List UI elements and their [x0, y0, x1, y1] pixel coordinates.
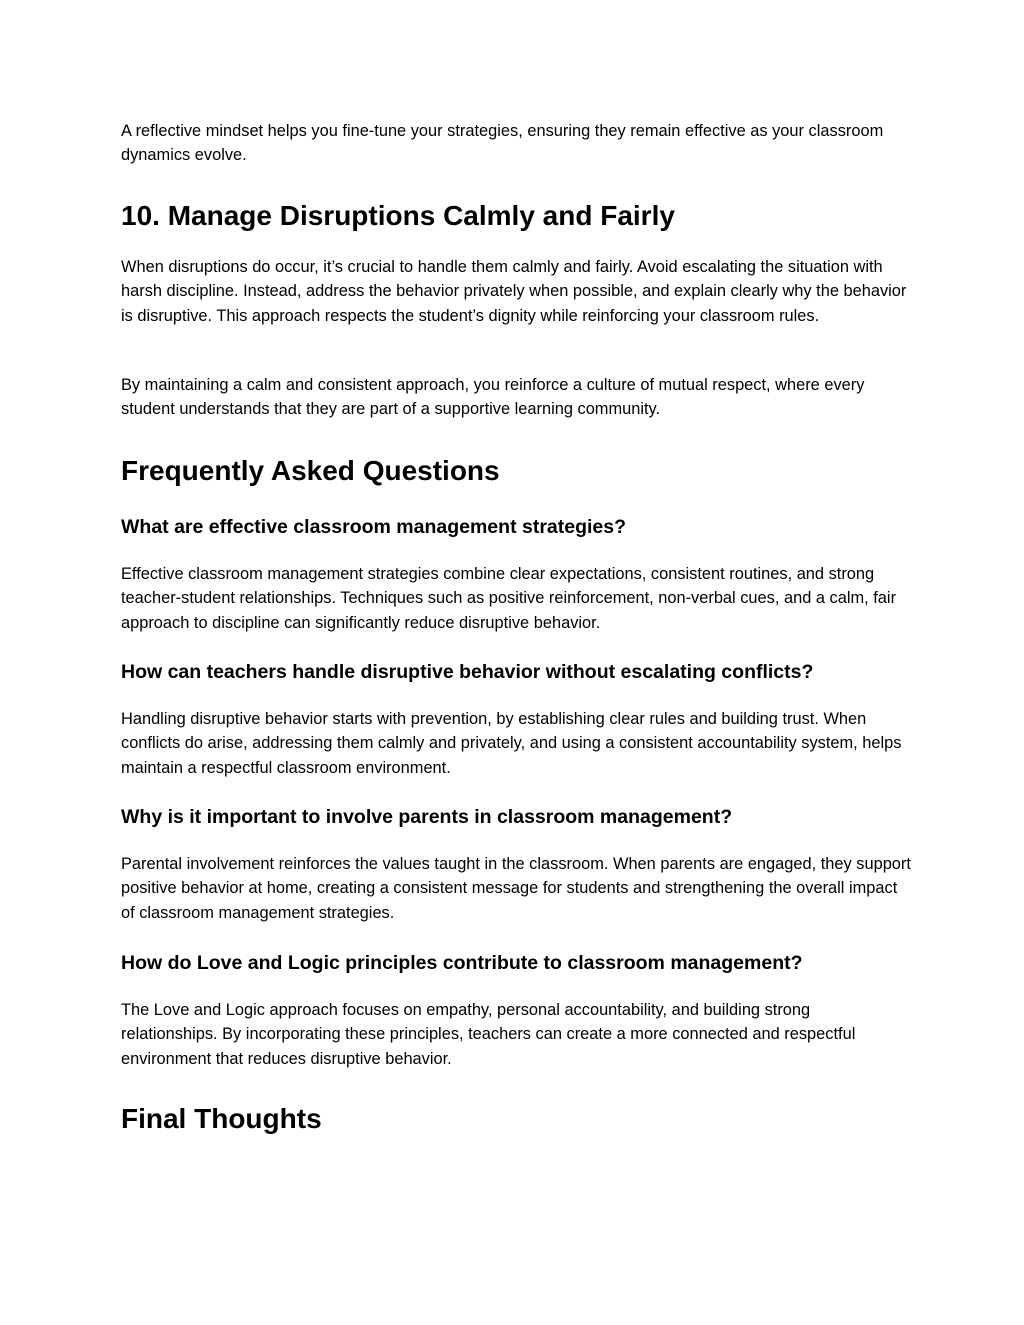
faq-answer-4: The Love and Logic approach focuses on empathy, personal accountability, and building strong relationships. By incorporating these principles, teachers can create a more connected and respectful environment that reduces disruptive behavior. — [121, 1001, 856, 1068]
faq-question-1: What are effective classroom management strategies? — [121, 516, 627, 538]
faq-question-2: How can teachers handle disruptive behavior without escalating conflicts? — [121, 661, 814, 683]
faq-answer-2: Handling disruptive behavior starts with prevention, by establishing clear rules and building trust. When conflicts do arise, addressing them calmly and privately, and using a consistent accountability system, helps maintain a respectful classroom environment. — [121, 710, 902, 777]
faq-heading: Frequently Asked Questions — [121, 455, 500, 486]
intro-paragraph: A reflective mindset helps you fine-tune your strategies, ensuring they remain effective as your classroom dynamics evolve. — [121, 122, 884, 165]
faq-question-4: How do Love and Logic principles contribute to classroom management? — [121, 952, 803, 974]
section-10-paragraph-2: By maintaining a calm and consistent approach, you reinforce a culture of mutual respect, where every student understands that they are part of a supportive learning community. — [121, 376, 865, 419]
final-thoughts-heading: Final Thoughts — [121, 1103, 322, 1134]
section-10-heading: 10. Manage Disruptions Calmly and Fairly — [121, 200, 675, 231]
faq-question-3: Why is it important to involve parents in classroom management? — [121, 806, 733, 828]
section-10-paragraph-1: When disruptions do occur, it’s crucial to handle them calmly and fairly. Avoid escalating the situation with harsh discipline. Instead, address the behavior privately when possible, and explain clearly why the behavior is disruptive. This approach respects the student’s dignity while reinforcing your classroom rules. — [121, 258, 907, 325]
faq-answer-1: Effective classroom management strategies combine clear expectations, consistent routines, and strong teacher-student relationships. Techniques such as positive reinforcement, non-verbal cues, and a calm, fair approach to discipline can significantly reduce disruptive behavior. — [121, 565, 897, 632]
faq-answer-3: Parental involvement reinforces the values taught in the classroom. When parents are engaged, they support positive behavior at home, creating a consistent message for students and strengthening the overall impact of classroom management strategies. — [121, 855, 911, 922]
